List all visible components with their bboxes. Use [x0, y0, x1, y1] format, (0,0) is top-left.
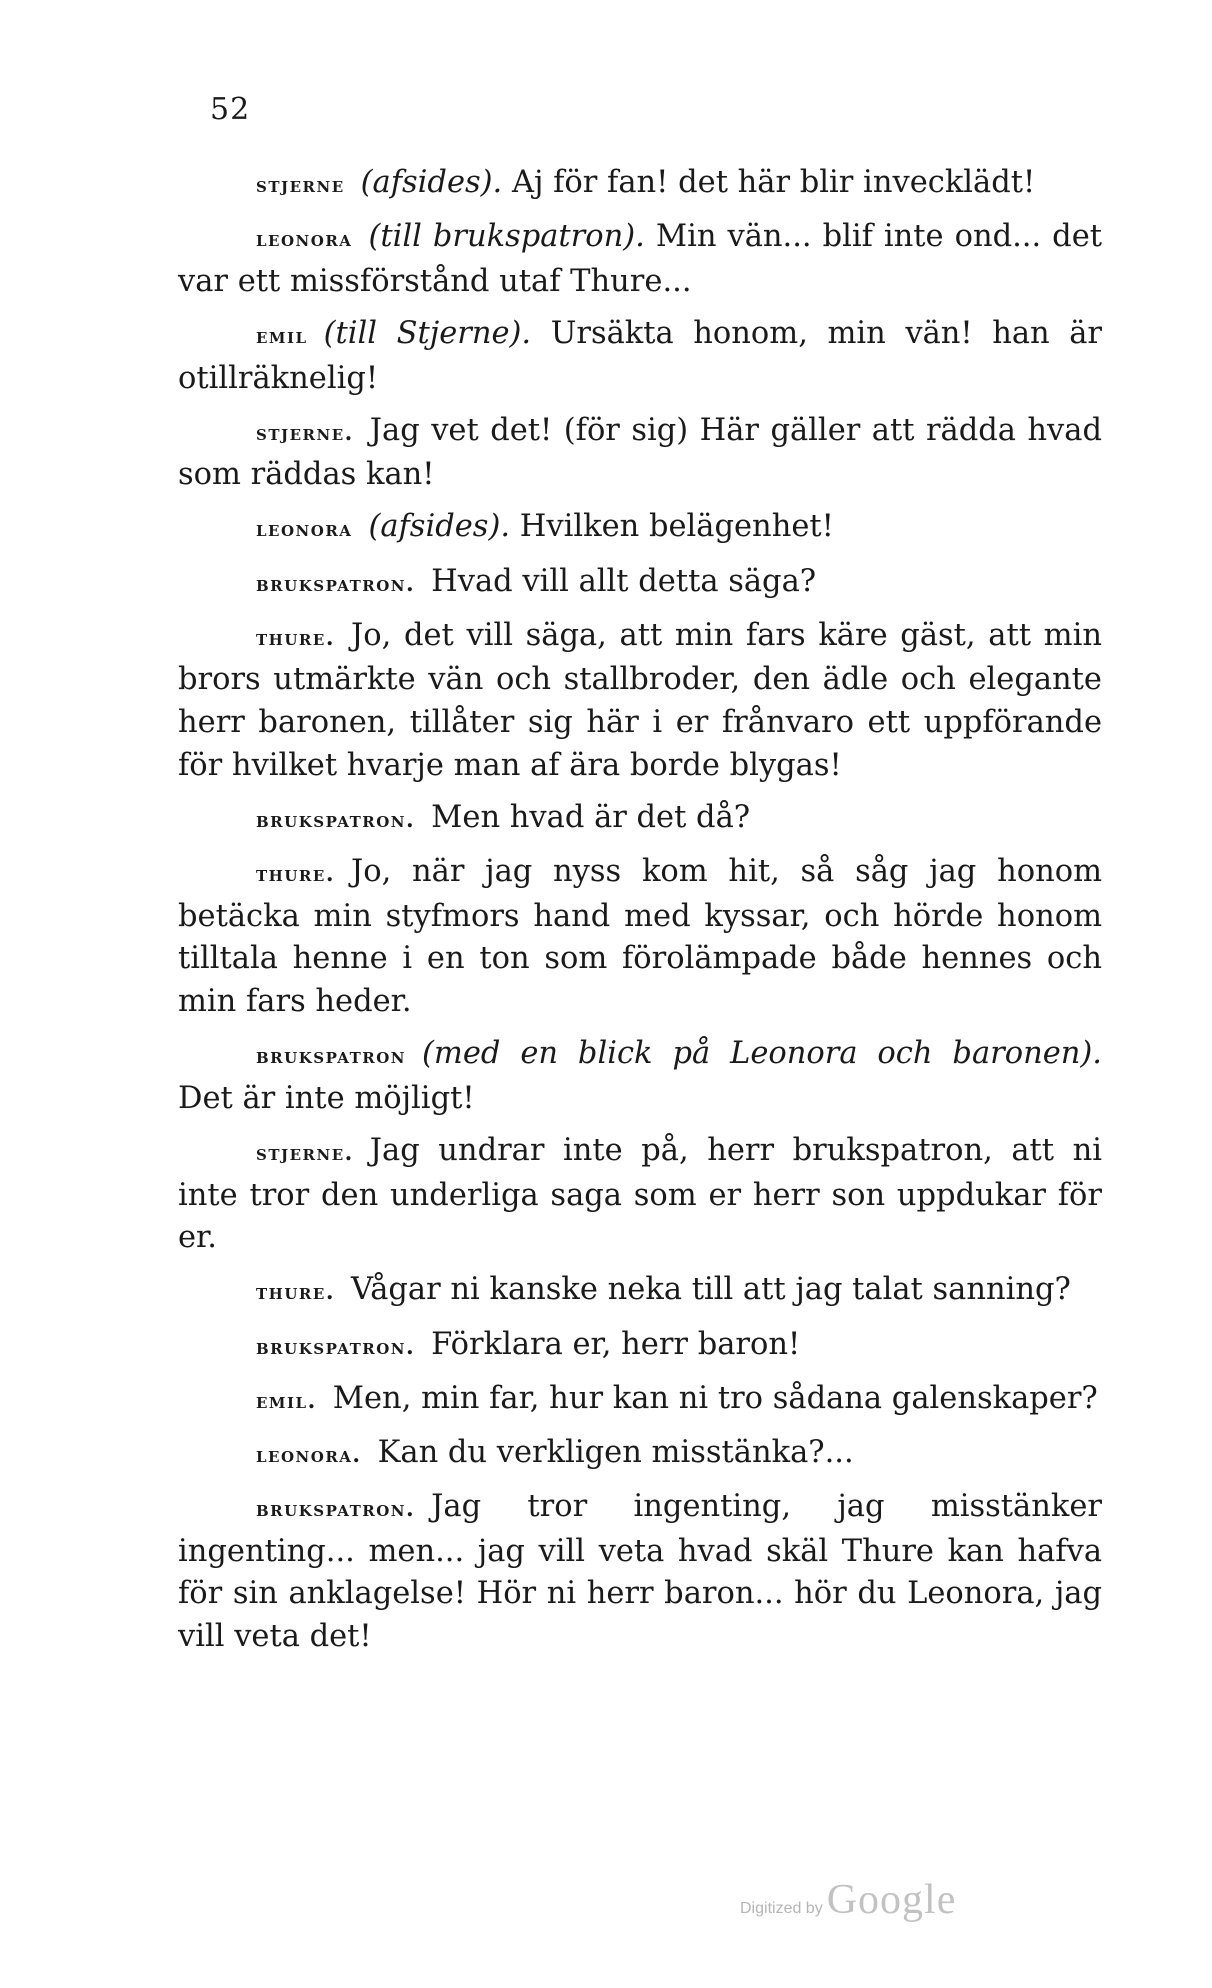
speaker-name: brukspatron. [256, 1333, 416, 1360]
watermark-prefix: Digitized by [740, 1900, 823, 1917]
dialogue-text: Jo, det vill säga, att min fars käre gäst, att min brors utmärkte vän och stallbroder, den ädle och elegante herr baronen, tillåter sig här i er frånvaro ett uppförande för hvilket hvarje man af ära borde blygas! [178, 617, 1102, 783]
dialogue-paragraph [178, 1432, 1102, 1477]
dialogue-text: Kan du verkligen misstänka?... [377, 1434, 854, 1470]
speaker-name: stjerne. [256, 1139, 354, 1166]
speaker-name: leonora [256, 516, 353, 543]
speaker-name: emil [256, 322, 308, 349]
dialogue-paragraph [178, 851, 1102, 1024]
dialogue-paragraph [178, 1033, 1102, 1120]
dialogue-paragraph [178, 410, 1102, 497]
play-text [178, 162, 1102, 1668]
dialogue-text: Förklara er, herr baron! [431, 1326, 801, 1362]
stage-direction: (till brukspatron). [368, 219, 645, 255]
dialogue-text: Jo, när jag nyss kom hit, så såg jag honom betäcka min styfmors hand med kyssar, och hörde honom tilltala henne i en ton som förolämpade både hennes och min fars heder. [178, 853, 1102, 1020]
speaker-name: leonora [256, 226, 353, 253]
stage-direction: (med en blick på Leonora och baronen). [422, 1036, 1102, 1072]
dialogue-paragraph [178, 1130, 1102, 1260]
speaker-name: stjerne [256, 172, 345, 198]
dialogue-paragraph [178, 1378, 1102, 1423]
dialogue-paragraph [178, 162, 1102, 207]
dialogue-text: Min vän... blif inte ond... det var ett missförstånd utaf Thure... [178, 219, 1103, 299]
dialogue-paragraph [178, 615, 1102, 788]
dialogue-paragraph [178, 1486, 1102, 1659]
dialogue-paragraph [178, 797, 1102, 842]
digitized-watermark [740, 1876, 956, 1924]
dialogue-text: Jag tror ingenting, jag misstänker ingenting... men... jag vill veta hvad skäl Thure kan hafva för sin anklagelse! Hör ni herr baron... hör du Leonora, jag vill veta det! [178, 1488, 1102, 1654]
dialogue-paragraph [178, 1269, 1102, 1314]
dialogue-text: Ursäkta honom, min vän! han är otillräknelig! [178, 315, 1103, 396]
dialogue-text: Det är inte möjligt! [178, 1080, 475, 1116]
dialogue-text: Men hvad är det då? [431, 799, 751, 835]
dialogue-text: Men, min far, hur kan ni tro sådana galenskaper? [332, 1380, 1098, 1416]
speaker-name: emil. [256, 1387, 317, 1414]
dialogue-text: Jag undrar inte på, herr brukspatron, att ni inte tror den underliga saga som er herr son uppdukar för er. [178, 1132, 1102, 1256]
speaker-name: brukspatron. [256, 1495, 416, 1522]
speaker-name: thure. [256, 624, 335, 651]
dialogue-paragraph [178, 313, 1102, 400]
google-logo: Google [826, 1877, 957, 1923]
dialogue-paragraph [178, 216, 1102, 303]
stage-direction: (afsides). [368, 509, 511, 545]
speaker-name: leonora. [256, 1441, 362, 1468]
dialogue-text: Vågar ni kanske neka till att jag talat sanning? [350, 1272, 1071, 1308]
speaker-name: brukspatron. [256, 570, 416, 597]
dialogue-paragraph [178, 1324, 1102, 1369]
page-number: 52 [210, 92, 251, 127]
dialogue-text: Hvilken belägenhet! [519, 509, 834, 545]
speaker-name: brukspatron [256, 1043, 407, 1070]
speaker-name: thure. [256, 1279, 335, 1306]
dialogue-text: Aj för fan! det här blir invecklädt! [511, 165, 1036, 200]
stage-direction: (afsides). [360, 165, 503, 200]
stage-direction: (till Stjerne). [323, 315, 532, 351]
dialogue-text: Hvad vill allt detta säga? [431, 563, 817, 599]
speaker-name: thure. [256, 860, 335, 887]
speaker-name: stjerne. [256, 419, 354, 446]
dialogue-text: Jag vet det! (för sig) Här gäller att rädda hvad som räddas kan! [178, 412, 1102, 493]
speaker-name: brukspatron. [256, 806, 416, 833]
dialogue-paragraph [178, 506, 1102, 551]
dialogue-paragraph [178, 561, 1102, 606]
